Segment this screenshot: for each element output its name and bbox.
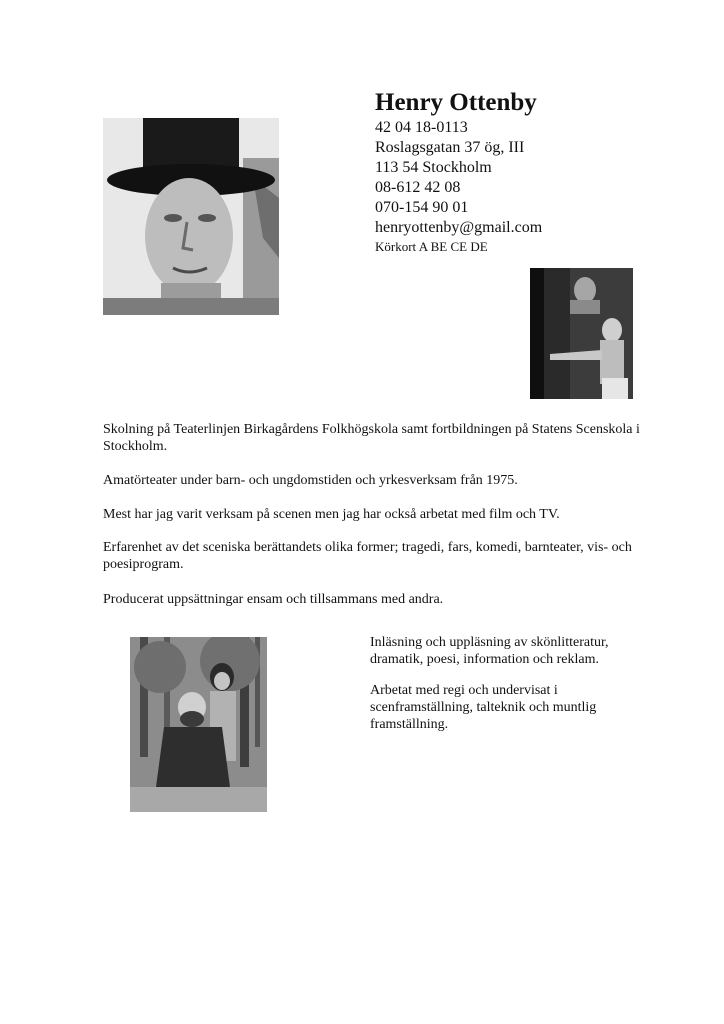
reading-paragraph: Inläsning och uppläsning av skönlitteratur, dramatik, poesi, information och reklam.	[370, 635, 609, 667]
email-address: henryottenby@gmail.com	[375, 219, 543, 236]
city-address: 113 54 Stockholm	[375, 159, 492, 176]
personal-number: 42 04 18-0113	[375, 119, 468, 136]
productions-paragraph: Producerat uppsättningar ensam och tillsammans med andra.	[103, 592, 444, 607]
education-paragraph: Skolning på Teaterlinjen Birkagårdens Folkhögskola samt fortbildningen på Statens Scenskola i Stockholm.	[103, 422, 640, 454]
forest-image	[130, 637, 267, 812]
street-address: Roslagsgatan 37 ög, III	[375, 139, 525, 156]
phone-number: 08-612 42 08	[375, 179, 461, 196]
portrait-image	[103, 118, 279, 315]
directing-paragraph: Arbetat med regi och undervisat i scenframställning, talteknik och muntlig framställning.	[370, 683, 597, 732]
stage-film-paragraph: Mest har jag varit verksam på scenen men jag har också arbetat med film och TV.	[103, 507, 560, 522]
mobile-number: 070-154 90 01	[375, 199, 469, 216]
person-name: Henry Ottenby	[375, 89, 537, 116]
forest-photo	[130, 637, 267, 812]
amateur-theatre-paragraph: Amatörteater under barn- och ungdomstiden och yrkesverksam från 1975.	[103, 473, 518, 488]
portrait-photo	[103, 118, 279, 315]
stage-image	[530, 268, 633, 399]
stage-photo	[530, 268, 633, 399]
right-column	[370, 634, 640, 747]
drivers-license: Körkort A BE CE DE	[375, 239, 488, 254]
experience-paragraph: Erfarenhet av det sceniska berättandets olika former; tragedi, fars, komedi, barnteater, vis- och poesiprogram.	[103, 540, 632, 572]
contact-block	[375, 88, 675, 255]
